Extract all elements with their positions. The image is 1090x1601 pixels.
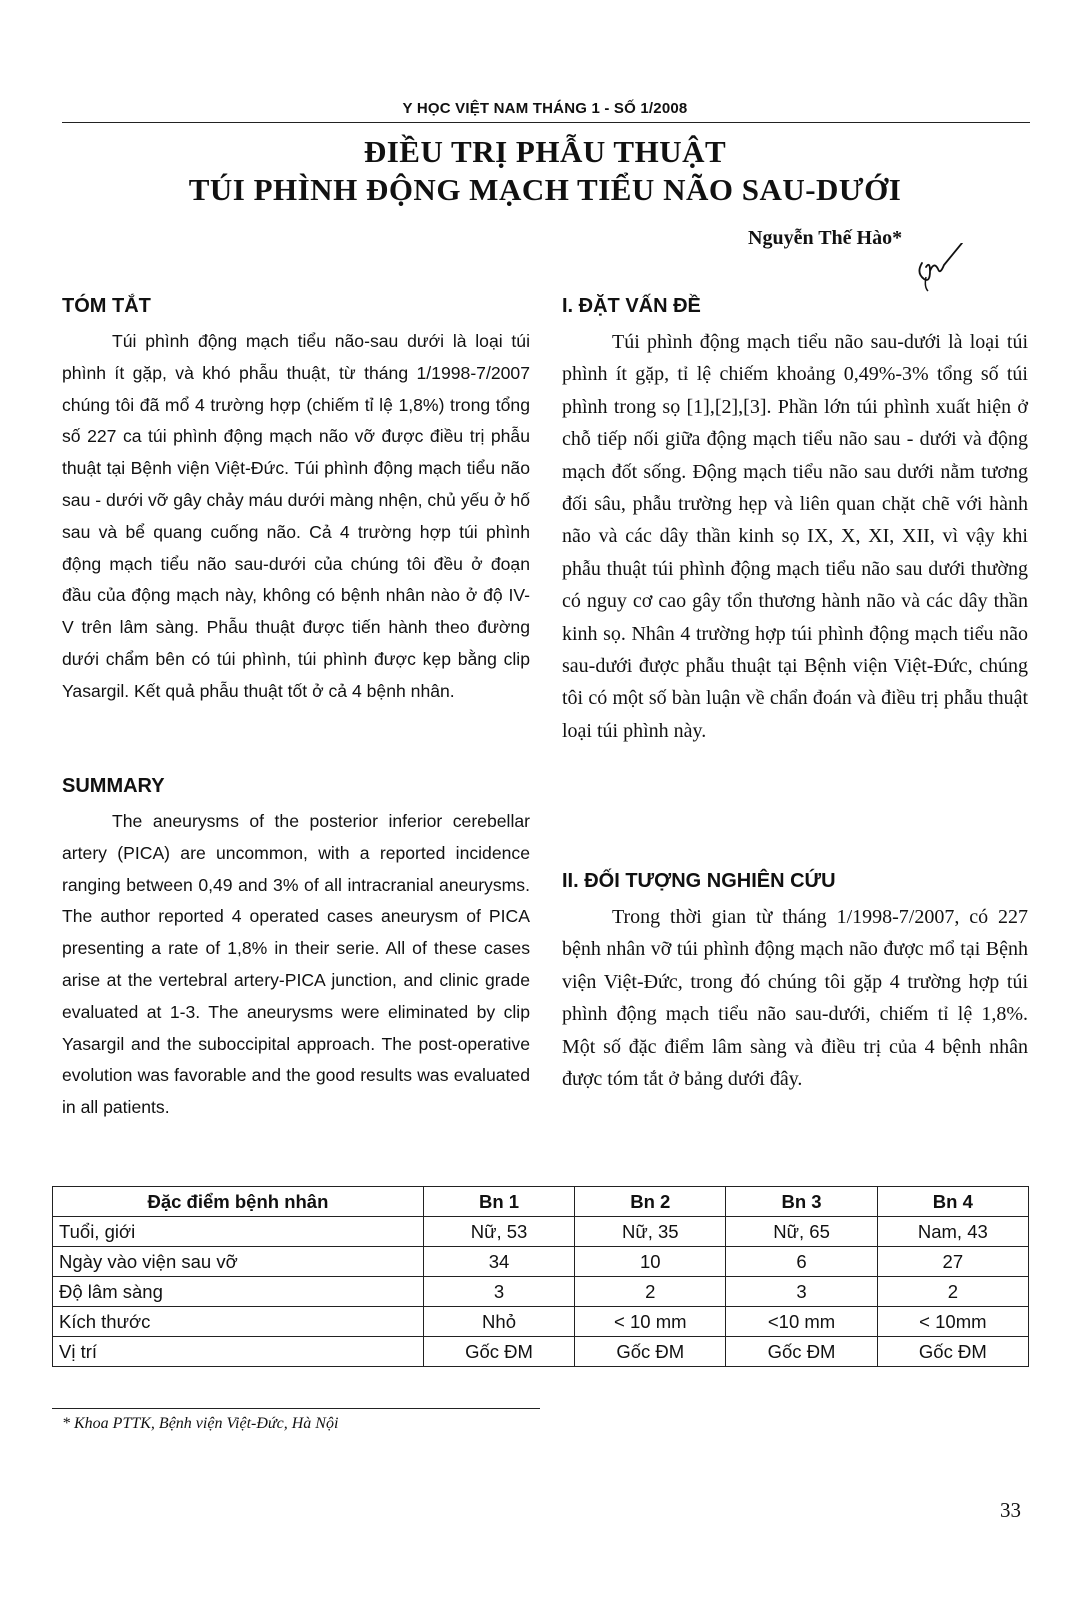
table-cell: < 10mm bbox=[877, 1307, 1028, 1337]
abstract-en-heading: SUMMARY bbox=[62, 775, 165, 797]
section-2-text: Trong thời gian từ tháng 1/1998-7/2007, có 227 bệnh nhân vỡ túi phình động mạch não được mổ tại Bệnh viện Việt-Đức, trong đó chúng tôi gặp 4 trường hợp túi phình động mạch tiểu não sau-dưới, chiếm tỉ lệ 1,8%. Một số đặc điểm lâm sàng và điều trị của 4 bệnh nhân được tóm tắt ở bảng dưới đây. bbox=[562, 906, 1028, 1091]
table-cell: 27 bbox=[877, 1247, 1028, 1277]
table-row bbox=[53, 1247, 1029, 1277]
section-2-body bbox=[562, 901, 1028, 1095]
table-cell: Nữ, 53 bbox=[423, 1217, 574, 1247]
table-row bbox=[53, 1277, 1029, 1307]
abstract-vi-heading: TÓM TẮT bbox=[62, 295, 151, 317]
section-1-text: Túi phình động mạch tiểu não sau-dưới là loại túi phình ít gặp, tỉ lệ chiếm khoảng 0,49%-3% tổng số túi phình trong sọ [1],[2],[3]. Phần lớn túi phình xuất hiện ở chỗ tiếp nối giữa động mạch tiểu não sau - dưới và động mạch đốt sống. Động mạch tiểu não sau dưới nằm tương đối sâu, phẫu trường hẹp và liên quan chặt chẽ với hành não và các dây thần kinh sọ IX, X, XI, XII, vì vậy khi phẫu thuật túi phình động mạch tiểu não sau dưới thường có nguy cơ cao gây tổn thương hành não và các dây thần kinh sọ. Nhân 4 trường hợp túi phình động mạch tiểu não sau-dưới được phẫu thuật tại Bệnh viện Việt-Đức, chúng tôi có một số bàn luận về chẩn đoán và điều trị phẫu thuật loại túi phình này. bbox=[562, 331, 1028, 742]
table-row bbox=[53, 1337, 1029, 1367]
table-cell: 3 bbox=[423, 1277, 574, 1307]
title-line-1: ĐIỀU TRỊ PHẪU THUẬT bbox=[363, 134, 727, 169]
footnote-rule bbox=[52, 1408, 540, 1409]
table-cell: Nhỏ bbox=[423, 1307, 574, 1337]
header-rule bbox=[62, 122, 1030, 123]
table-cell: Gốc ĐM bbox=[575, 1337, 726, 1367]
table-cell: 10 bbox=[575, 1247, 726, 1277]
table-header-row bbox=[53, 1187, 1029, 1217]
table-cell: 2 bbox=[575, 1277, 726, 1307]
table-cell: 6 bbox=[726, 1247, 877, 1277]
table-row-label: Kích thước bbox=[53, 1307, 424, 1337]
table-row-label: Vị trí bbox=[53, 1337, 424, 1367]
abstract-vi-text: Túi phình động mạch tiểu não-sau dưới là loại túi phình ít gặp, và khó phẫu thuật, từ tháng 1/1998-7/2007 chúng tôi đã mổ 4 trường hợp (chiếm tỉ lệ 1,8%) trong tổng số 227 ca túi phình động mạch não vỡ được điều trị phẫu thuật tại Bệnh viện Việt-Đức. Túi phình động mạch tiểu não sau - dưới vỡ gây chảy máu dưới màng nhện, chủ yếu ở hố sau và bể quang cuống não. Cả 4 trường hợp túi phình động mạch tiểu não sau-dưới của chúng tôi đều ở đoạn đầu của động mạch này, không có bệnh nhân nào ở độ IV-V trên lâm sàng. Phẫu thuật được tiến hành theo đường dưới chẩm bên có túi phình, túi phình được kẹp bằng clip Yasargil. Kết quả phẫu thuật tốt ở cả 4 bệnh nhân. bbox=[62, 331, 530, 701]
table-row-label: Tuổi, giới bbox=[53, 1217, 424, 1247]
table-header-cell: Bn 3 bbox=[726, 1187, 877, 1217]
abstract-en-body bbox=[62, 806, 530, 1124]
table-row bbox=[53, 1307, 1029, 1337]
table-cell: < 10 mm bbox=[575, 1307, 726, 1337]
author-name: Nguyễn Thế Hào* bbox=[748, 227, 903, 249]
table-header-cell: Đặc điểm bệnh nhân bbox=[53, 1187, 424, 1217]
abstract-vi-body bbox=[62, 326, 530, 708]
table-cell: Gốc ĐM bbox=[877, 1337, 1028, 1367]
table-cell: Gốc ĐM bbox=[726, 1337, 877, 1367]
table-cell: Nữ, 65 bbox=[726, 1217, 877, 1247]
table-row-label: Ngày vào viện sau vỡ bbox=[53, 1247, 424, 1277]
page-number: 33 bbox=[1000, 1498, 1021, 1522]
table-header-cell: Bn 2 bbox=[575, 1187, 726, 1217]
title-line-2: TÚI PHÌNH ĐỘNG MẠCH TIỂU NÃO SAU-DƯỚI bbox=[188, 172, 902, 207]
table-cell: 3 bbox=[726, 1277, 877, 1307]
table-row-label: Độ lâm sàng bbox=[53, 1277, 424, 1307]
section-1-body bbox=[562, 326, 1028, 747]
table-cell: <10 mm bbox=[726, 1307, 877, 1337]
table-cell: Nam, 43 bbox=[877, 1217, 1028, 1247]
table-cell: 2 bbox=[877, 1277, 1028, 1307]
abstract-en-text: The aneurysms of the posterior inferior cerebellar artery (PICA) are uncommon, with a reported incidence ranging between 0,49 and 3% of all intracranial aneurysms. The author reported 4 operated cases aneurysm of PICA presenting a rate of 1,8% in their serie. All of these cases arise at the vertebral artery-PICA junction, and clinic grade evaluated at 1-3. The aneurysms were eliminated by clip Yasargil and the suboccipital approach. The post-operative evolution was favorable and the good results was evaluated in all patients. bbox=[62, 811, 530, 1118]
author-signature bbox=[902, 243, 972, 293]
table-cell: Nữ, 35 bbox=[575, 1217, 726, 1247]
table-header-cell: Bn 1 bbox=[423, 1187, 574, 1217]
footnote: * Khoa PTTK, Bệnh viện Việt-Đức, Hà Nội bbox=[62, 1415, 339, 1432]
table-cell: 34 bbox=[423, 1247, 574, 1277]
journal-header: Y HỌC VIỆT NAM THÁNG 1 - SỐ 1/2008 bbox=[402, 100, 688, 117]
table-header-cell: Bn 4 bbox=[877, 1187, 1028, 1217]
table-cell: Gốc ĐM bbox=[423, 1337, 574, 1367]
patient-table bbox=[52, 1186, 1029, 1367]
table-row bbox=[53, 1217, 1029, 1247]
section-1-heading: I. ĐẶT VẤN ĐỀ bbox=[562, 295, 701, 317]
section-2-heading: II. ĐỐI TƯỢNG NGHIÊN CỨU bbox=[562, 870, 836, 892]
